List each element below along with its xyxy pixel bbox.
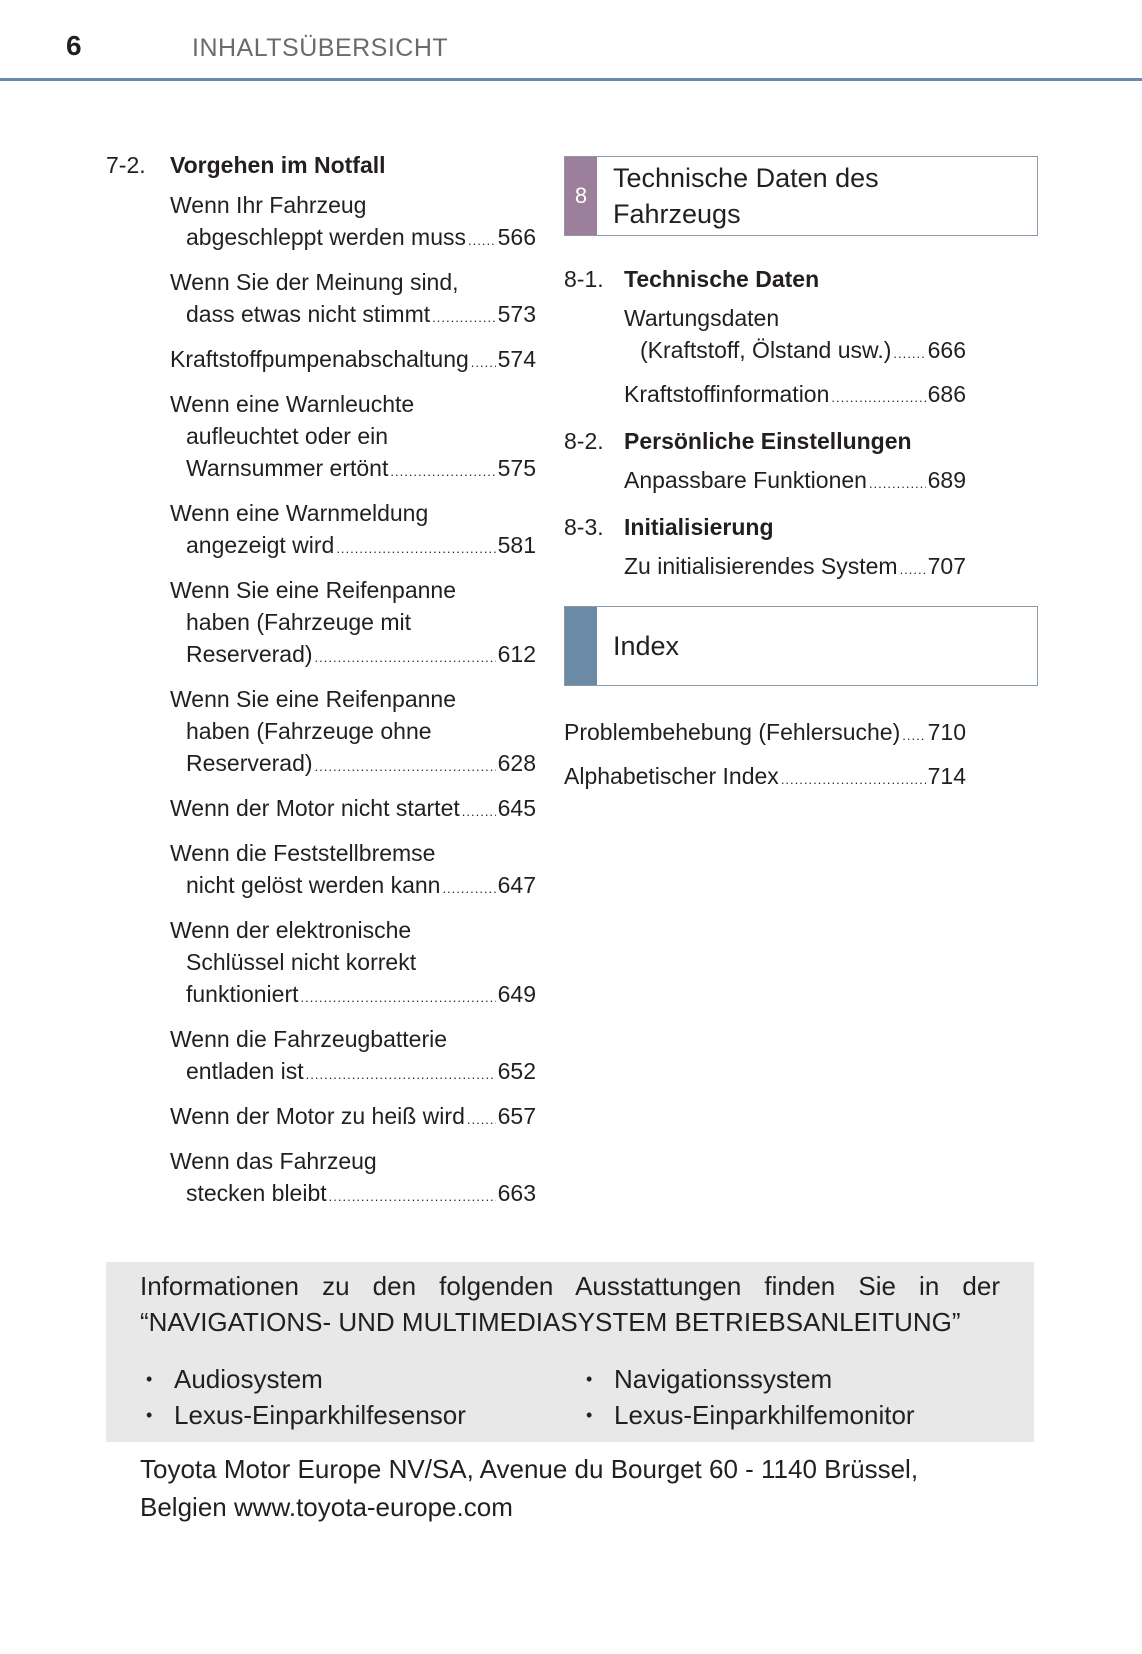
- dot-leader: [462, 796, 496, 828]
- section-heading[interactable]: [564, 426, 1038, 456]
- toc-entry-line: Wenn eine Warnmeldung: [170, 500, 429, 526]
- section-heading[interactable]: [106, 150, 536, 180]
- toc-entry[interactable]: [170, 189, 536, 257]
- page-ref: 645: [497, 795, 536, 821]
- section-number: 8-3.: [564, 514, 604, 540]
- bullet-item: [146, 1396, 466, 1434]
- page-ref: 649: [497, 981, 536, 1007]
- dot-leader: [315, 751, 496, 783]
- dot-leader: [390, 456, 495, 488]
- dot-leader: [329, 1181, 496, 1213]
- toc-entry-lastline: [170, 452, 536, 488]
- toc-entry-lastline: [624, 334, 966, 370]
- bullet-item: [146, 1360, 323, 1398]
- bullet-dot-icon: •: [586, 1405, 593, 1425]
- footer-address: [140, 1450, 1020, 1526]
- toc-entry-text: abgeschleppt werden muss: [186, 224, 466, 250]
- toc-entry-lastline: [170, 1055, 536, 1091]
- section-number: 8-1.: [564, 266, 604, 292]
- page-header-title: INHALTSÜBERSICHT: [192, 34, 449, 62]
- page-ref: 566: [497, 224, 536, 250]
- toc-entry[interactable]: [170, 343, 536, 379]
- page-ref: 612: [497, 641, 536, 667]
- bullet-text: Lexus-Einparkhilfemonitor: [614, 1400, 915, 1430]
- index-tab: [565, 607, 597, 685]
- toc-item-list: [170, 189, 536, 1213]
- toc-item-list: [624, 302, 966, 414]
- chapter-title: [597, 157, 879, 235]
- toc-entry-text: entladen ist: [186, 1058, 304, 1084]
- toc-entry-text: (Kraftstoff, Ölstand usw.): [640, 337, 892, 363]
- chapter-tab: 8: [565, 157, 597, 235]
- section-number: 7-2.: [106, 152, 146, 178]
- bullet-text: Lexus-Einparkhilfesensor: [174, 1400, 466, 1430]
- info-line1: Informationen zu den folgenden Ausstattungen finden Sie in der: [140, 1271, 1000, 1301]
- index-title: Index: [613, 631, 680, 661]
- toc-entry[interactable]: [624, 464, 966, 500]
- dot-leader: [467, 1104, 496, 1136]
- dot-leader: [893, 338, 925, 370]
- page-ref: 710: [927, 719, 966, 745]
- index-entry[interactable]: [564, 712, 966, 756]
- chapter-title-line2: Fahrzeugs: [613, 199, 741, 229]
- section: [564, 512, 1038, 586]
- toc-entry[interactable]: [624, 378, 966, 414]
- toc-entry-lastline: [170, 343, 536, 379]
- section-title: Initialisierung: [624, 514, 774, 540]
- page-ref: 628: [497, 750, 536, 776]
- toc-entry[interactable]: [170, 914, 536, 1014]
- index-entry[interactable]: [564, 756, 966, 800]
- info-line2: “NAVIGATIONS- UND MULTIMEDIASYSTEM BETRIEBSANLEITUNG”: [140, 1307, 961, 1337]
- page-ref: 663: [497, 1180, 536, 1206]
- dot-leader: [432, 302, 495, 334]
- toc-entry[interactable]: [170, 1100, 536, 1136]
- toc-entry-line: Wenn Sie der Meinung sind,: [170, 269, 459, 295]
- footer-line2: Belgien www.toyota-europe.com: [140, 1492, 513, 1522]
- toc-entry[interactable]: [624, 302, 966, 370]
- toc-entry[interactable]: [170, 792, 536, 828]
- toc-entry-lastline: [170, 638, 536, 674]
- toc-entry-lastline: [170, 1177, 536, 1213]
- toc-entry[interactable]: [170, 388, 536, 488]
- page-ref: 714: [927, 763, 966, 789]
- toc-entry-text: nicht gelöst werden kann: [186, 872, 441, 898]
- page-ref: 686: [927, 381, 966, 407]
- toc-entry-lastline: [170, 1100, 536, 1136]
- dot-leader: [471, 347, 496, 379]
- header-rule: [0, 78, 1142, 81]
- dot-leader: [781, 760, 926, 800]
- index-entry-text: Alphabetischer Index: [564, 763, 779, 789]
- bullet-dot-icon: •: [146, 1369, 153, 1389]
- page-ref: 652: [497, 1058, 536, 1084]
- section-heading[interactable]: [564, 512, 1038, 542]
- toc-entry[interactable]: [170, 266, 536, 334]
- section: [564, 264, 1038, 414]
- chapter-8-sections: [564, 264, 1038, 586]
- toc-entry-text: Wenn der Motor zu heiß wird: [170, 1103, 465, 1129]
- dot-leader: [306, 1059, 496, 1091]
- toc-entry[interactable]: [170, 574, 536, 674]
- dot-leader: [869, 468, 926, 500]
- toc-entry-text: stecken bleibt: [186, 1180, 327, 1206]
- toc-entry[interactable]: [170, 1145, 536, 1213]
- toc-entry-line: Wenn die Fahrzeugbatterie: [170, 1026, 448, 1052]
- bullet-item: [586, 1396, 915, 1434]
- page-ref: 647: [497, 872, 536, 898]
- toc-entry-text: Kraftstoffpumpenabschaltung: [170, 346, 469, 372]
- toc-entry-lastline: [624, 464, 966, 500]
- page-ref: 573: [497, 301, 536, 327]
- section-number: 8-2.: [564, 428, 604, 454]
- dot-leader: [442, 873, 495, 905]
- toc-entry-text: Kraftstoffinformation: [624, 381, 830, 407]
- toc-entry-line: haben (Fahrzeuge ohne: [186, 718, 432, 744]
- dot-leader: [831, 382, 925, 414]
- toc-entry-line: Wenn Ihr Fahrzeug: [170, 192, 367, 218]
- toc-entry-text: angezeigt wird: [186, 532, 335, 558]
- toc-entry-lastline: [624, 378, 966, 414]
- toc-entry-line: Wenn das Fahrzeug: [170, 1148, 377, 1174]
- toc-entry-lastline: [624, 550, 966, 586]
- toc-entry[interactable]: [624, 550, 966, 586]
- toc-entry-text: dass etwas nicht stimmt: [186, 301, 431, 327]
- page-ref: 581: [497, 532, 536, 558]
- dot-leader: [900, 554, 926, 586]
- dot-leader: [301, 982, 496, 1014]
- bullet-text: Navigationssystem: [614, 1364, 833, 1394]
- dot-leader: [902, 716, 925, 756]
- footer-line1: Toyota Motor Europe NV/SA, Avenue du Bourget 60 - 1140 Brüssel,: [140, 1454, 919, 1484]
- index-list: [564, 712, 966, 800]
- page-ref: 666: [927, 337, 966, 363]
- page-ref: 707: [927, 553, 966, 579]
- info-box: [106, 1262, 1034, 1442]
- toc-entry-text: Reserverad): [186, 750, 313, 776]
- page-ref: 574: [497, 346, 536, 372]
- toc-entry-lastline: [170, 747, 536, 783]
- bullet-dot-icon: •: [586, 1369, 593, 1389]
- toc-entry-lastline: [170, 869, 536, 905]
- bullet-text: Audiosystem: [174, 1364, 323, 1394]
- section-title: Technische Daten: [624, 266, 820, 292]
- toc-entry-line: Wenn der elektronische: [170, 917, 412, 943]
- dot-leader: [336, 533, 495, 565]
- index-box[interactable]: [564, 606, 1038, 686]
- section: [564, 426, 1038, 500]
- toc-left-column: [106, 150, 536, 1213]
- page-ref: 689: [927, 467, 966, 493]
- toc-entry-lastline: [170, 529, 536, 565]
- toc-entry-line: Schlüssel nicht korrekt: [186, 949, 417, 975]
- section-title: Vorgehen im Notfall: [170, 152, 386, 178]
- toc-entry-line: Wenn Sie eine Reifenpanne: [170, 686, 457, 712]
- toc-entry-lastline: [170, 978, 536, 1014]
- dot-leader: [468, 225, 496, 257]
- toc-entry[interactable]: [170, 1023, 536, 1091]
- toc-entry[interactable]: [170, 683, 536, 783]
- toc-entry-lastline: [170, 221, 536, 257]
- toc-entry[interactable]: [170, 837, 536, 905]
- toc-entry-text: Anpassbare Funktionen: [624, 467, 867, 493]
- info-text: [140, 1268, 1000, 1340]
- toc-entry-text: Warnsummer ertönt: [186, 455, 389, 481]
- index-entry-text: Problembehebung (Fehlersuche): [564, 719, 901, 745]
- toc-entry-text: funktioniert: [186, 981, 299, 1007]
- toc-item-list: [624, 550, 966, 586]
- section-title: Persönliche Einstellungen: [624, 428, 912, 454]
- toc-entry-lastline: [170, 792, 536, 828]
- toc-entry-line: haben (Fahrzeuge mit: [186, 609, 412, 635]
- bullet-dot-icon: •: [146, 1405, 153, 1425]
- toc-entry-line: aufleuchtet oder ein: [186, 423, 389, 449]
- dot-leader: [315, 642, 496, 674]
- page-ref: 657: [497, 1103, 536, 1129]
- bullet-item: [586, 1360, 832, 1398]
- section-heading[interactable]: [564, 264, 1038, 294]
- toc-entry[interactable]: [170, 497, 536, 565]
- toc-entry-line: Wenn eine Warnleuchte: [170, 391, 415, 417]
- toc-entry-text: Reserverad): [186, 641, 313, 667]
- page-ref: 575: [497, 455, 536, 481]
- toc-entry-line: Wenn die Feststellbremse: [170, 840, 436, 866]
- toc-entry-lastline: [170, 298, 536, 334]
- chapter-title-line1: Technische Daten des: [613, 163, 879, 193]
- toc-item-list: [624, 464, 966, 500]
- toc-entry-line: Wenn Sie eine Reifenpanne: [170, 577, 457, 603]
- toc-right-column: [564, 156, 1038, 800]
- toc-entry-text: Wenn der Motor nicht startet: [170, 795, 460, 821]
- page-number: 6: [66, 30, 82, 61]
- chapter-8-box[interactable]: [564, 156, 1038, 236]
- toc-entry-line: Wartungsdaten: [624, 305, 780, 331]
- toc-entry-text: Zu initialisierendes System: [624, 553, 898, 579]
